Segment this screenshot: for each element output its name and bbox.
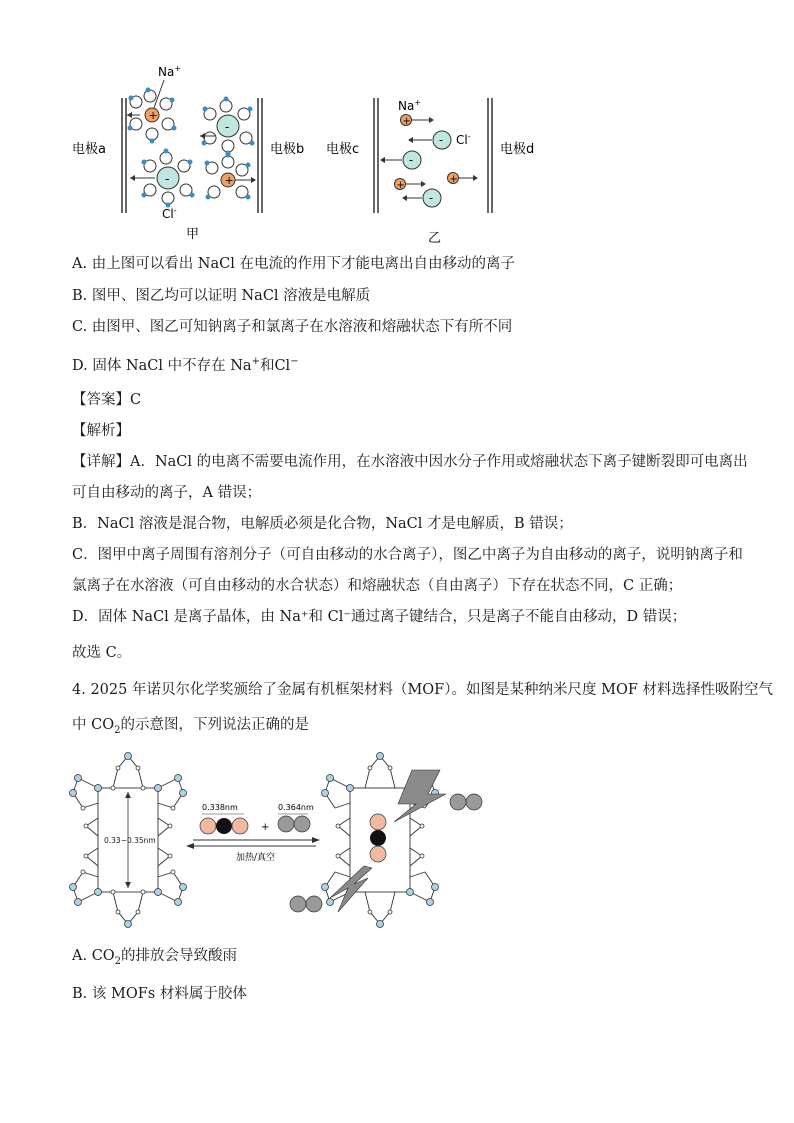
rejected-n2-molecule — [290, 896, 322, 912]
caption-jia: 甲 — [186, 227, 200, 242]
hydrated-na-ion — [127, 88, 177, 144]
free-na-ion — [395, 179, 427, 192]
q4-stem-line-1: 4. 2025 年诺贝尔化学奖颁给了金属有机框架材料（MOF）。如图是某种纳米尺度 MOF 材料选择性吸附空气 — [72, 682, 774, 698]
caption-yi: 乙 — [428, 231, 442, 246]
electrode-d-label: 电极d — [500, 142, 535, 157]
free-na-ion — [448, 173, 479, 186]
adsorbed-co2-molecule — [370, 814, 386, 862]
pore-size-label: 0.33~0.35nm — [104, 836, 156, 845]
condition-label: 加热/真空 — [236, 853, 276, 863]
detail-line-7: 故选 C。 — [72, 645, 132, 661]
co2-molecule — [200, 818, 248, 834]
hydrated-na-ion — [205, 153, 257, 200]
electrode-b-label: 电极b — [270, 142, 305, 157]
svg-text:-: - — [409, 153, 414, 167]
hydrated-cl-ion — [130, 149, 195, 208]
plus-sign: + — [261, 822, 270, 833]
electrode-c-label: 电极c — [326, 142, 360, 157]
svg-text:+: + — [449, 174, 458, 185]
mof-adsorption-figure — [68, 748, 488, 933]
q3-option-d: D. 固体 NaCl 中不存在 Na+和Cl− — [72, 356, 299, 374]
q4-option-a: A. $CO_2$的排放会导致酸雨 — [72, 948, 238, 967]
nacl-electrode-figure — [60, 58, 560, 248]
electrode-a-label: 电极a — [72, 142, 106, 157]
hydrated-cl-ion — [200, 97, 255, 156]
rejection-arrow — [394, 770, 446, 822]
rejected-n2-molecule — [450, 794, 482, 810]
detail-line-5: 氯离子在水溶液（可自由移动的水合状态）和熔融状态（自由离子）下存在状态不同，C 正确； — [72, 578, 683, 594]
na-label: Na+ — [158, 64, 182, 79]
detail-line-3: B．NaCl 溶液是混合物，电解质必须是化合物，NaCl 才是电解质，B 错误； — [72, 516, 573, 532]
q4-option-b: B. 该 MOFs 材料属于胶体 — [72, 986, 247, 1002]
svg-text:+: + — [402, 116, 411, 127]
answer-line: 【答案】C — [72, 392, 142, 408]
free-na-ion — [401, 115, 435, 128]
n2-molecule — [278, 816, 310, 832]
analysis-label: 【解析】 — [72, 423, 130, 439]
svg-text:+: + — [224, 174, 234, 187]
q3-option-b: B. 图甲、图乙均可以证明 NaCl 溶液是电解质 — [72, 288, 371, 304]
co2-size-label: 0.338nm — [202, 803, 238, 812]
q4-stem-line-2: 中 $CO_2$的示意图，下列说法正确的是 — [72, 717, 309, 736]
svg-text:-: - — [429, 191, 434, 205]
reaction-arrows — [186, 837, 320, 849]
free-cl-ion — [402, 189, 441, 207]
n2-size-label: 0.364nm — [278, 803, 314, 812]
na-label: Na+ — [398, 98, 422, 113]
q3-option-a: A. 由上图可以看出 NaCl 在电流的作用下才能电离出自由移动的离子 — [72, 256, 515, 272]
svg-text:-: - — [225, 120, 230, 135]
detail-line-4: C．图甲中离子周围有溶剂分子（可自由移动的水合离子），图乙中离子为自由移动的离子，说明钠离子和 — [72, 547, 743, 563]
detail-line-2: 可自由移动的离子，A 错误； — [72, 485, 262, 501]
svg-text:+: + — [396, 180, 405, 191]
svg-text:-: - — [439, 133, 444, 147]
free-cl-ion — [380, 151, 421, 169]
free-cl-ion — [408, 131, 451, 149]
detail-line-1: 【详解】A．NaCl 的电离不需要电流作用，在水溶液中因水分子作用或熔融状态下离子键断裂即可电离出 — [72, 454, 748, 470]
q3-option-c: C. 由图甲、图乙可知钠离子和氯离子在水溶液和熔融状态下有所不同 — [72, 319, 513, 335]
svg-text:-: - — [165, 172, 170, 187]
cl-label: Cl- — [162, 206, 177, 221]
cl-label: Cl- — [456, 132, 471, 147]
detail-line-6: D．固体 NaCl 是离子晶体，由 Na⁺和 Cl⁻通过离子键结合，只是离子不能自由移动，D 错误； — [72, 609, 687, 625]
svg-text:+: + — [148, 109, 158, 122]
